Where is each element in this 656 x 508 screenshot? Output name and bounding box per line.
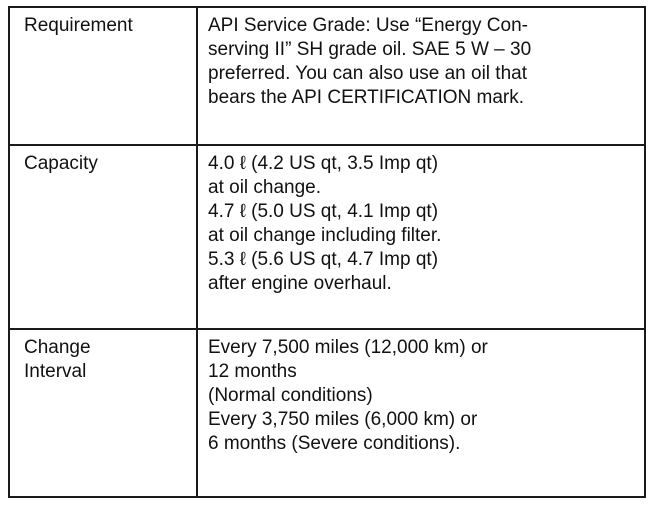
value-line: API Service Grade: Use “Energy Con-	[208, 15, 528, 36]
value-line: 12 months	[208, 361, 297, 382]
table-row-capacity	[9, 145, 645, 329]
row-label: Interval	[24, 361, 87, 382]
table-row-requirement	[9, 7, 645, 145]
row-value-cell	[197, 329, 645, 497]
value-line: 4.7 ℓ (5.0 US qt, 4.1 Imp qt)	[208, 201, 439, 222]
value-line: at oil change including filter.	[208, 225, 442, 246]
value-line: 4.0 ℓ (4.2 US qt, 3.5 Imp qt)	[208, 153, 439, 174]
row-value-cell	[197, 7, 645, 145]
value-line: Every 7,500 miles (12,000 km) or	[208, 337, 488, 358]
row-label: Requirement	[24, 15, 133, 36]
row-value-cell	[197, 145, 645, 329]
oil-specification-table	[8, 6, 646, 498]
row-label: Change	[24, 337, 91, 358]
value-line: 6 months (Severe conditions).	[208, 433, 461, 454]
value-line: after engine overhaul.	[208, 273, 392, 294]
value-line: bears the API CERTIFICATION mark.	[208, 87, 525, 108]
value-line: (Normal conditions)	[208, 385, 373, 406]
row-label-cell	[9, 329, 197, 497]
value-line: preferred. You can also use an oil that	[208, 63, 528, 84]
row-label-cell	[9, 7, 197, 145]
value-line: Every 3,750 miles (6,000 km) or	[208, 409, 478, 430]
table-row-change-interval	[9, 329, 645, 497]
row-label: Capacity	[24, 153, 98, 174]
value-line: serving II” SH grade oil. SAE 5 W – 30	[208, 39, 532, 60]
row-label-cell	[9, 145, 197, 329]
value-line: 5.3 ℓ (5.6 US qt, 4.7 Imp qt)	[208, 249, 439, 270]
value-line: at oil change.	[208, 177, 322, 198]
